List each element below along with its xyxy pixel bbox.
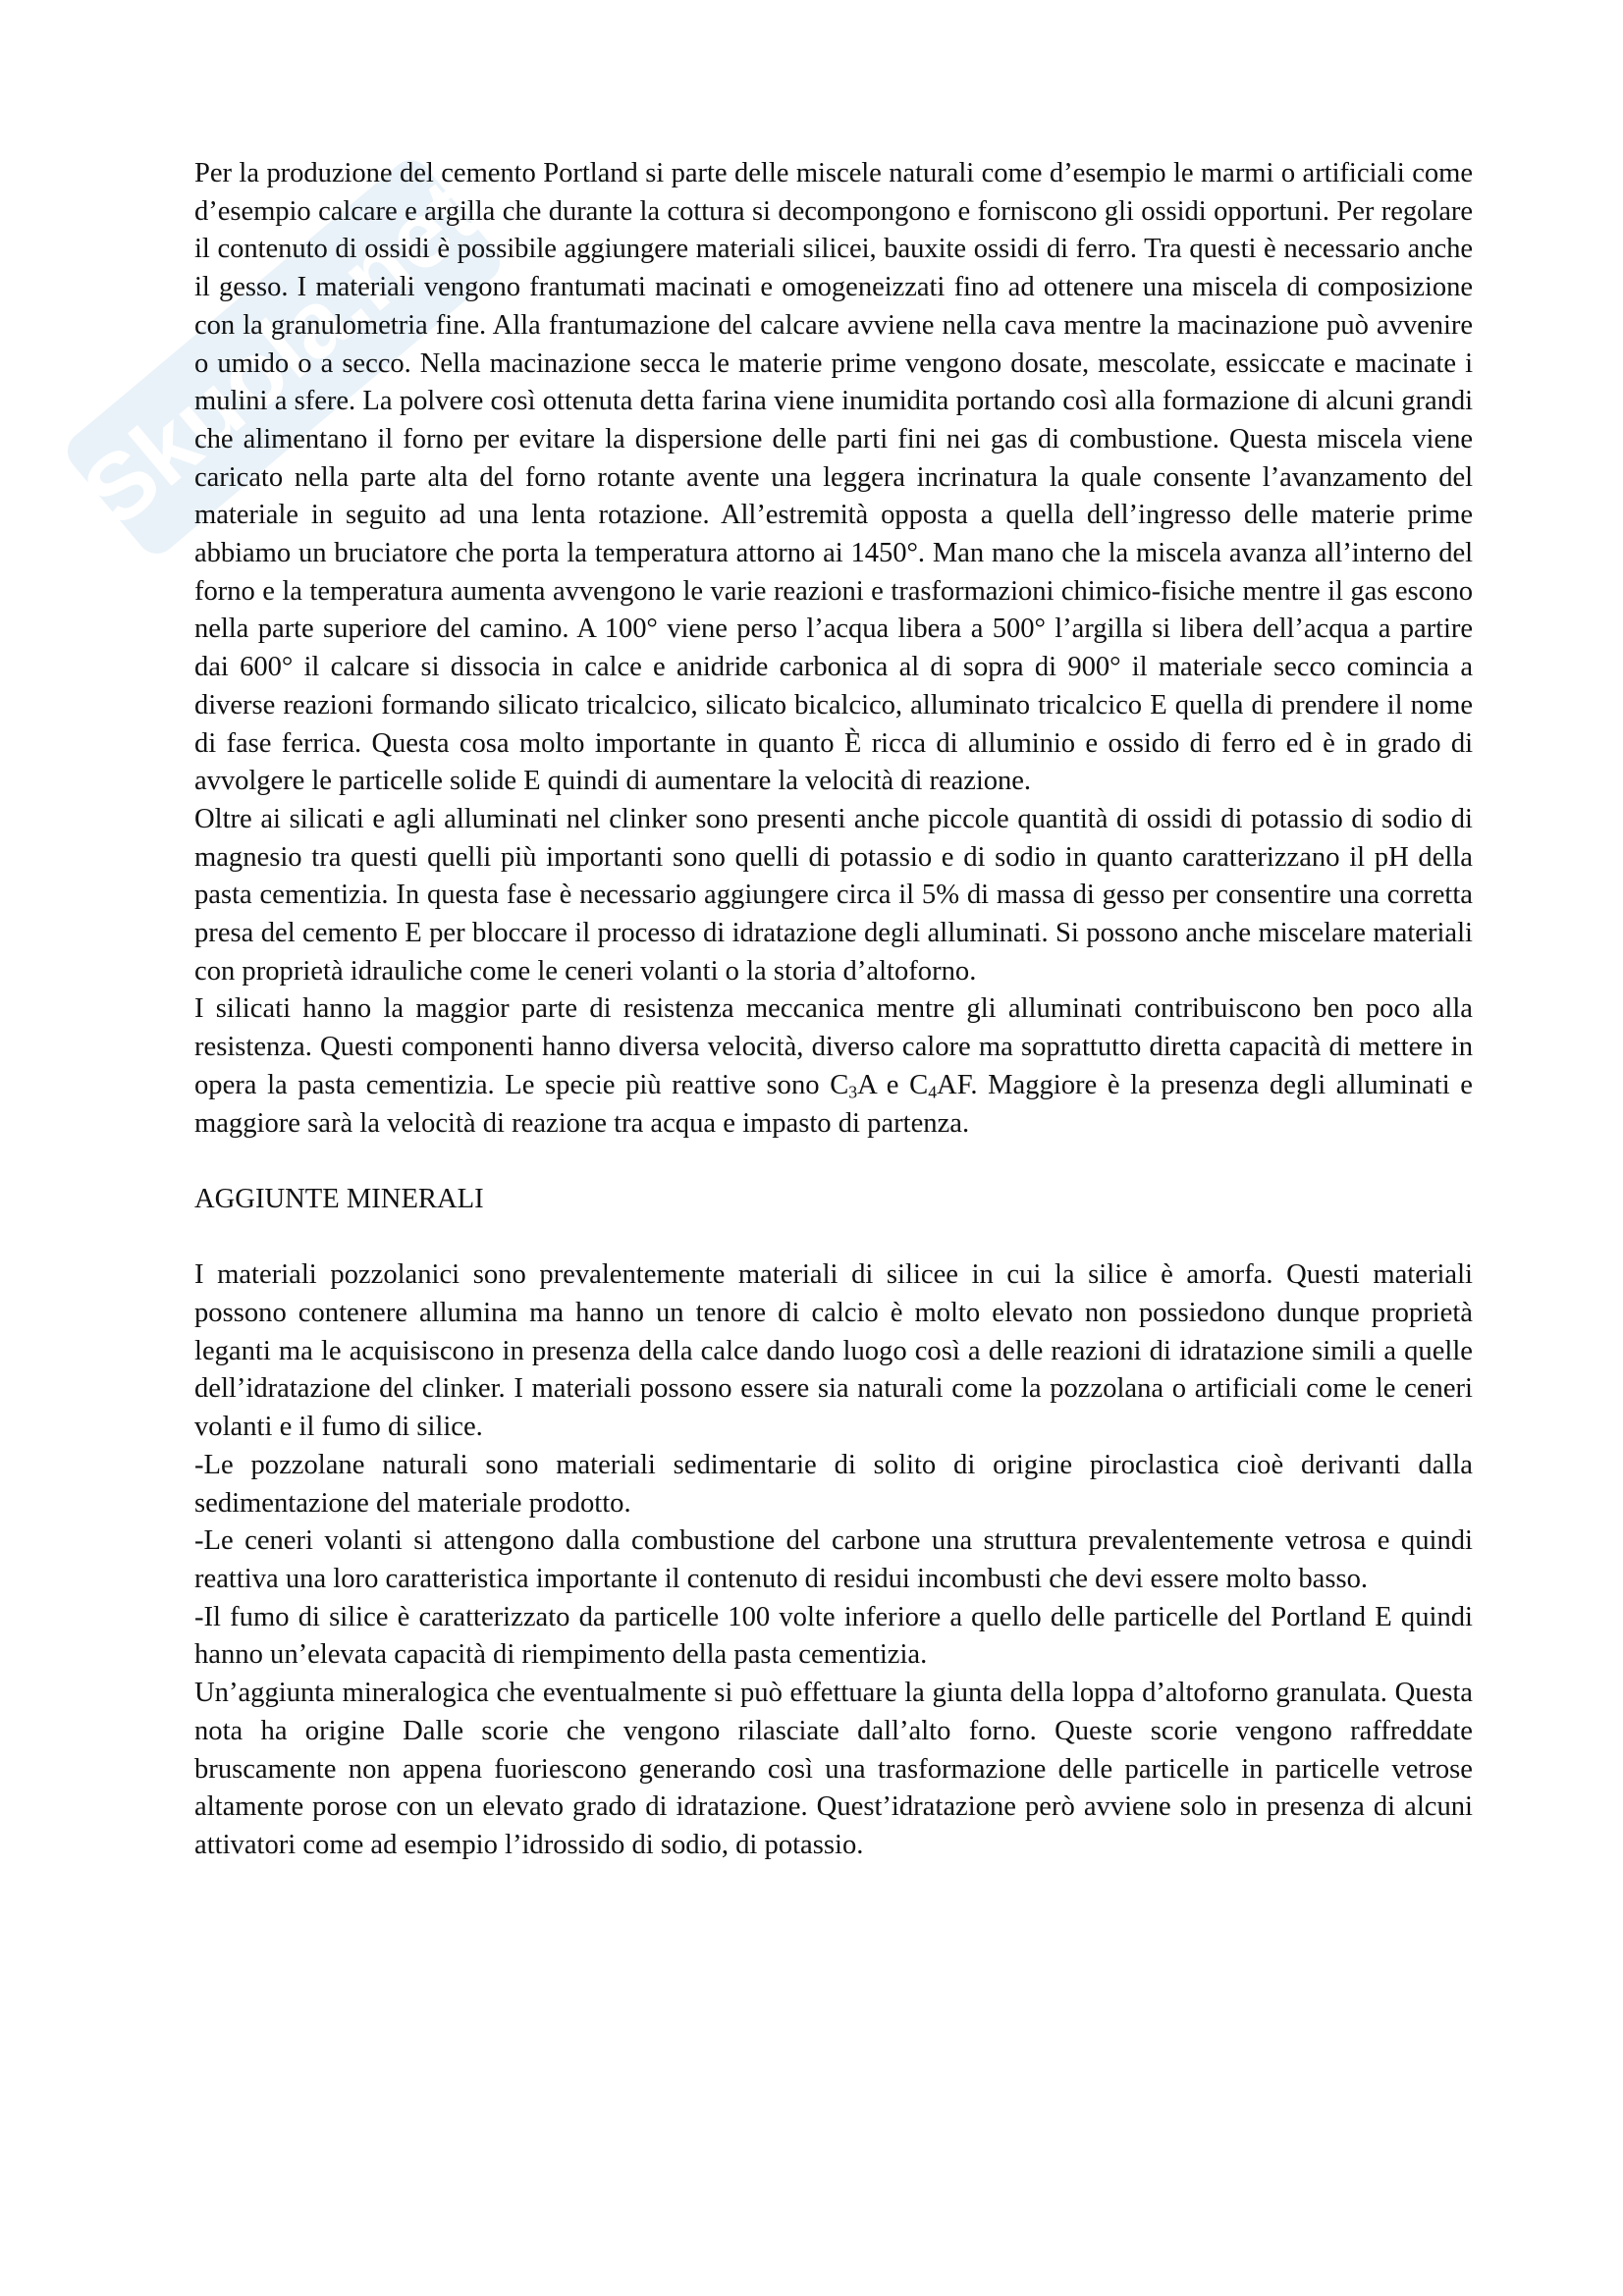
paragraph-clinker-oxides: Oltre ai silicati e agli alluminati nel clinker sono presenti anche piccole quantità di ossidi di potassio di sodio di magnesio tra questi quelli più importanti sono quelli di potassio e di sodio in quanto caratterizzano il pH della pasta cementizia. In questa fase è necessario aggiungere circa il 5% di massa di gesso per consentire una corretta presa del cemento E per bloccare il processo di idratazione degli alluminati. Si possono anche miscelare materiali con proprietà idrauliche come le ceneri volanti o la storia d’altoforno. [194,803,1473,987]
c3a-formula: $C_3A$ [830,1069,877,1102]
c4af-formula: $C_4AF$ [909,1069,971,1102]
paragraph-blast-furnace-slag: Un’aggiunta mineralogica che eventualmente si può effettuare la giunta della loppa d’altoforno granulata. Questa nota ha origine Dalle scorie che vengono rilasciate dall’alto forno. Queste scorie vengono raffreddate bruscamente non appena fuoriescono generando così una trasformazione delle particelle in particelle vetrose altamente porose con un elevato grado di idratazione. Quest’idratazione però avviene solo in presenza di alcuni attivatori come ad esempio l’idrossido di sodio, di potassio. [194,1678,1473,1860]
paragraph-silica-fume: -Il fumo di silice è caratterizzato da particelle 100 volte inferiore a quello delle particelle del Portland E quindi hanno un’elevata capacità di riempimento della pasta cementizia. [194,1601,1473,1671]
paragraph-cement-production: Per la produzione del cemento Portland si parte delle miscele naturali come d’esempio le marmi o artificiali come d’esempio calcare e argilla che durante la cottura si decompongono e forniscono gli ossidi opportuni. Per regolare il contenuto di ossidi è possibile aggiungere materiali silicei, bauxite ossidi di ferro. Tra questi è necessario anche il gesso. I materiali vengono frantumati macinati e omogeneizzati fino ad ottenere una miscela di composizione con la granulometria fine. Alla frantumazione del calcare avviene nella cava mentre la macinazione può avvenire o umido o a secco. Nella macinazione secca le materie prime vengono dosate, mescolate, essiccate e macinate i mulini a sfere. La polvere così ottenuta detta farina viene inumidita portando così alla formazione di alcuni grandi che alimentano il forno per evitare la dispersione delle parti fini nei gas di combustione. Questa miscela viene caricato nella parte alta del forno rotante avente una leggera incrinatura la quale consente l’avanzamento del materiale in seguito ad una lenta rotazione. All’estremità opposta a quella dell’ingresso delle materie prime abbiamo un bruciatore che porta la temperatura attorno ai 1450°. Man mano che la miscela avanza all’interno del forno e la temperatura aumenta avvengono le varie reazioni e trasformazioni chimico-fisiche mentre il gas escono nella parte superiore del camino. A 100° viene perso l’acqua libera a 500° l’argilla si libera dell’acqua a partire dai 600° il calcare si dissocia in calce e anidride carbonica al di sopra di 900° il materiale secco comincia a diverse reazioni formando silicato tricalcico, silicato bicalcico, alluminato tricalcico E quella di prendere il nome di fase ferrica. Questa cosa molto importante in quanto È ricca di alluminio e ossido di ferro ed è in grado di avvolgere le particelle solide E quindi di aumentare la velocità di reazione. [194,158,1473,797]
paragraph-fly-ash: -Le ceneri volanti si attengono dalla combustione del carbone una struttura prevalentemente vetrosa e quindi reattiva una loro caratteristica importante il contenuto di residui incombusti che devi essere molto basso. [194,1525,1473,1594]
paragraph-silicates-tail: . Maggiore è la presenza degli alluminati e maggiore sarà la velocità di reazione tra acqua e impasto di partenza. [194,1069,1473,1139]
paragraph-natural-pozzolans: -Le pozzolane naturali sono materiali sedimentarie di solito di origine piroclastica cioè derivanti dalla sedimentazione del materiale prodotto. [194,1449,1473,1519]
paragraph-silicates-text: I silicati hanno la maggior parte di resistenza meccanica mentre gli alluminati contribuiscono ben poco alla resistenza. Questi componenti hanno diversa velocità, diverso calore ma soprattutto diretta capacità di mettere in opera la pasta cementizia. Le specie più reattive sono [194,993,1473,1100]
section-heading: AGGIUNTE MINERALI [194,1183,484,1214]
watermark-text: Skuola.net [64,159,497,547]
paragraph-pozzolanic: I materiali pozzolanici sono prevalentemente materiali di silicee in cui la silice è amorfa. Questi materiali possono contenere allumina ma hanno un tenore di calcio è molto elevato non possiedono dunque proprietà leganti ma le acquisiscono in presenza della calce dando luogo così a delle reazioni di idratazione simili a quelle dell’idratazione del clinker. I materiali possono essere sia naturali come la pozzolana o artificiali come le ceneri volanti e il fumo di silice. [194,1259,1473,1443]
document-body [194,155,1473,1865]
paragraph-silicates: I silicati hanno la maggior parte di resistenza meccanica mentre gli alluminati contribuiscono ben poco alla resistenza. Questi componenti hanno diversa velocità, diverso calore ma soprattutto diretta capacità di mettere in opera la pasta cementizia. Le specie più reattive sono $C_3A$ e $C_4AF$. Maggiore è la presenza degli alluminati e maggiore sarà la velocità di reazione tra acqua e impasto di partenza. [194,993,1473,1139]
